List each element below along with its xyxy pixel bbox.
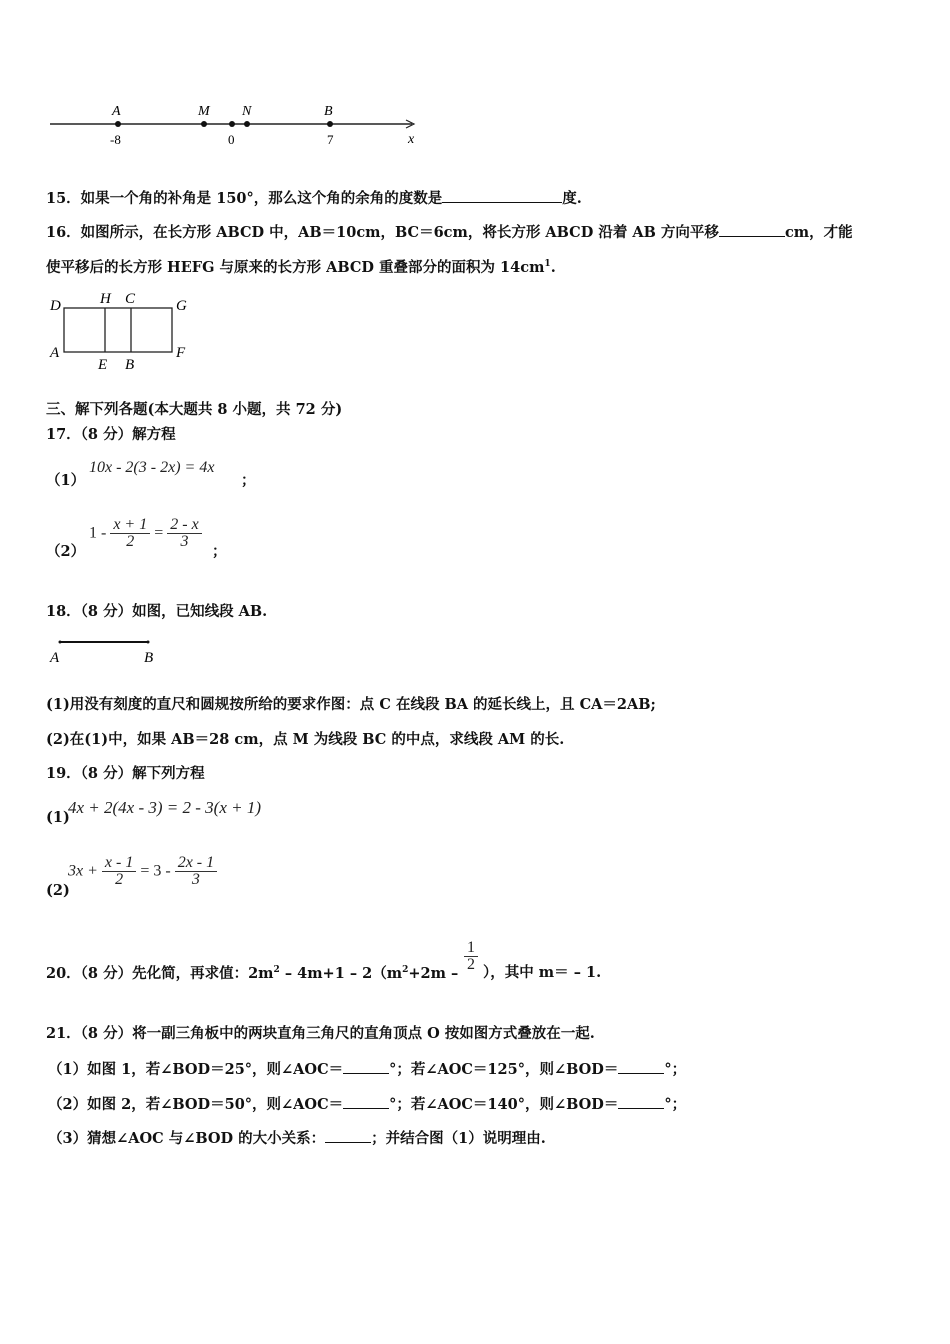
label-c: C (125, 291, 136, 307)
section-3-heading: 三、解下列各题(本大题共 8 小题，共 72 分) (46, 401, 343, 418)
q19-part2-label: (2) (46, 882, 70, 899)
q17-part2-equation: 1 - $\frac{x + 1}{2}$ = $\frac{2 - x}{3}$ (89, 517, 202, 550)
label-a: A (112, 104, 121, 119)
q21-line2: （2）如图 2，若∠BOD＝50°，则∠AOC＝ °；若∠AOC＝140°，则∠BOD＝ °； (48, 1096, 687, 1113)
question-17-title: 17．（8 分）解方程 (46, 426, 176, 443)
question-20: 20．（8 分）先化简，再求值：$2m^2 - 4m+1 - 2(m^2+2m$ – (46, 964, 459, 982)
value-a: -8 (110, 132, 121, 147)
label-g: G (176, 298, 187, 314)
blank-16[interactable] (719, 224, 785, 237)
label-b: B (125, 357, 135, 373)
question-19-title: 19．（8 分）解下列方程 (46, 765, 205, 782)
q18-part1: (1)用没有刻度的直尺和圆规按所给的要求作图：点 C 在线段 BA 的延长线上，且 CA＝2AB; (46, 696, 656, 713)
label-a: A (50, 650, 60, 666)
q18-part2: (2)在(1)中，如果 AB＝28 cm，点 M 为线段 BC 的中点，求线段 AM 的长. (46, 731, 565, 748)
q19-part1-label: (1) (46, 809, 70, 826)
label-n: N (242, 104, 252, 119)
q19-part1-equation: 4x + 2(4x - 3) = 2 - 3(x + 1) (68, 798, 262, 817)
blank-21-3[interactable] (325, 1130, 371, 1143)
q19-part2-equation: 3x + $\frac{x - 1}{2}$ = 3 - $\frac{2x - 1}{3}$ (68, 855, 217, 888)
q21-line1: （1）如图 1，若∠BOD＝25°，则∠AOC＝ °；若∠AOC＝125°，则∠BOD＝ °； (48, 1061, 687, 1078)
blank-21-2b[interactable] (618, 1096, 664, 1109)
value-b: 7 (327, 132, 334, 147)
label-e: E (98, 357, 108, 373)
label-d: D (50, 298, 61, 314)
question-16-line2: 使平移后的长方形 HEFG 与原来的长方形 ABCD 重叠部分的面积为 $14cm^1$. (46, 258, 556, 276)
q17-part2-label: （2） (46, 543, 86, 560)
blank-21-1b[interactable] (618, 1061, 664, 1074)
blank-21-2a[interactable] (343, 1096, 389, 1109)
point-m (201, 121, 207, 127)
segment-ab-figure (44, 632, 174, 668)
label-a: A (50, 345, 60, 361)
q17-part1-equation: 10x - 2(3 - 2x) = 4x (89, 459, 215, 476)
question-20-tail: ），其中 m＝ – 1. (483, 964, 602, 981)
blank-15[interactable] (442, 190, 562, 203)
q20-fraction: $\frac{1}{2}$ (464, 940, 478, 973)
question-15: 15．如果一个角的补角是 150°，那么这个角的余角的度数是 度. (46, 190, 582, 207)
rectangle-figure (42, 288, 202, 378)
question-16-line1: 16．如图所示，在长方形 ABCD 中，AB＝10cm，BC＝6cm，将长方形 ABCD 沿着 AB 方向平移 cm，才能 (46, 224, 853, 241)
point-n (244, 121, 250, 127)
question-18-title: 18．（8 分）如图，已知线段 AB. (46, 603, 268, 620)
q17-part1-label: （1） (46, 472, 86, 489)
label-h: H (100, 291, 111, 307)
point-b (327, 121, 333, 127)
number-line-figure (40, 95, 440, 155)
value-zero: 0 (228, 132, 235, 147)
point-zero (229, 121, 235, 127)
axis-label: x (408, 132, 415, 147)
label-m: M (198, 104, 210, 119)
label-b: B (144, 650, 154, 666)
q17-part2-end: ； (212, 543, 227, 560)
q21-line3: （3）猜想∠AOC 与∠BOD 的大小关系： ；并结合图（1）说明理由. (48, 1130, 546, 1147)
point-a (115, 121, 121, 127)
blank-21-1a[interactable] (343, 1061, 389, 1074)
question-21-title: 21．（8 分）将一副三角板中的两块直角三角尺的直角顶点 O 按如图方式叠放在一起. (46, 1025, 595, 1042)
label-f: F (176, 345, 186, 361)
q17-part1-end: ； (241, 472, 256, 489)
label-b: B (324, 104, 333, 119)
